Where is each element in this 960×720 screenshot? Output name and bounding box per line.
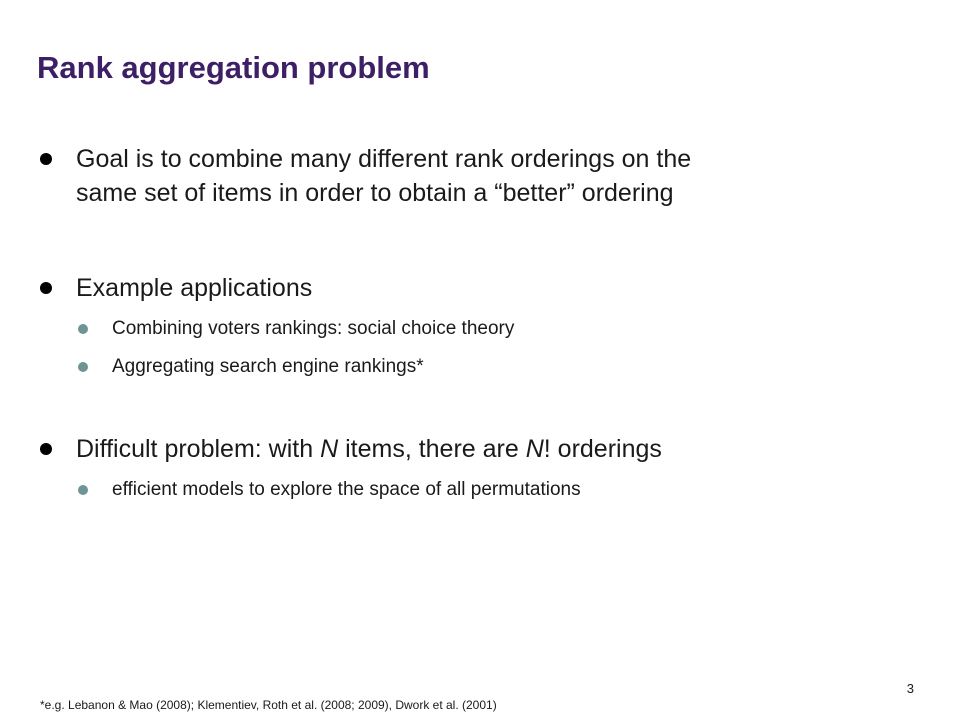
page-number: 3 [906, 681, 914, 696]
bullet-dot [40, 153, 52, 165]
bullet-goal-line-1: Goal is to combine many different rank orderings on the [76, 145, 692, 173]
bullet-difficult-problem: Difficult problem: with N items, there are N! orderings [76, 435, 662, 463]
footnote: *e.g. Lebanon & Mao (2008); Klementiev, Roth et al. (2008; 2009), Dwork et al. (2001) [40, 698, 497, 712]
sub-bullet-dot [78, 485, 88, 495]
bullet-example-applications: Example applications [76, 274, 313, 302]
slide-title: Rank aggregation problem [37, 50, 430, 85]
sub-bullet-dot [78, 324, 88, 334]
bullet-goal-line-2: same set of items in order to obtain a “better” ordering [76, 179, 674, 207]
bullet-dot [40, 443, 52, 455]
bullet-dot [40, 282, 52, 294]
sub-bullet-efficient-models: efficient models to explore the space of all permutations [112, 479, 581, 500]
sub-bullet-dot [78, 362, 88, 372]
sub-bullet-search-engines: Aggregating search engine rankings* [112, 356, 424, 377]
sub-bullet-voters: Combining voters rankings: social choice theory [112, 318, 515, 339]
